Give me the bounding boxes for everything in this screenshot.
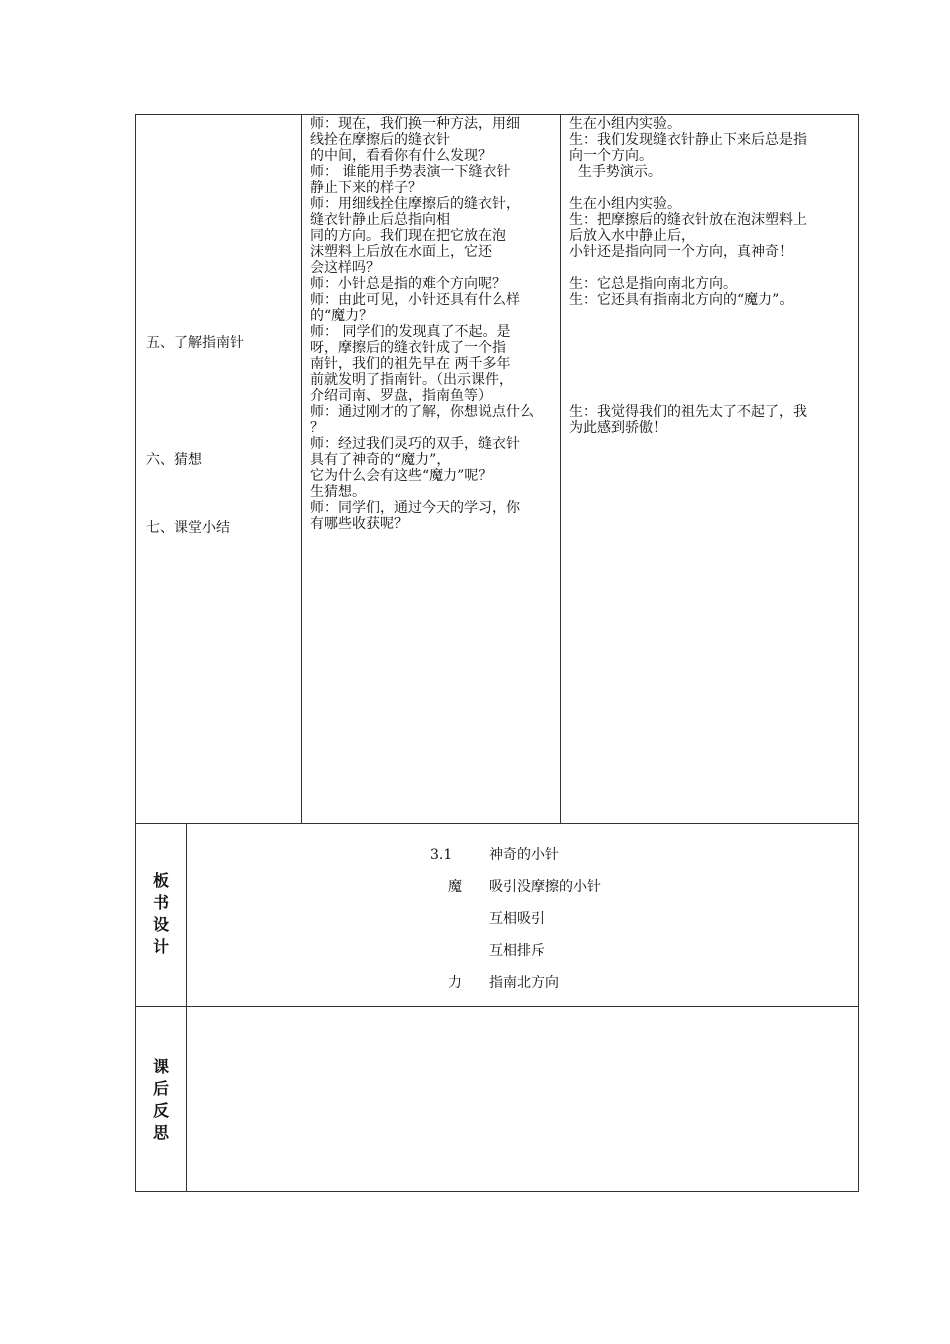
label-char: 书: [152, 893, 169, 912]
teacher-line: 有哪些收获呢？: [310, 516, 408, 532]
student-line: [569, 340, 807, 356]
teacher-line: 前就发明了指南针。（出示课件，: [310, 372, 513, 388]
teacher-activity-column: [310, 116, 534, 532]
student-line: 生：它总是指向南北方向。: [569, 276, 737, 292]
student-line: [569, 372, 807, 388]
reflection-label-text: [136, 1056, 186, 1144]
teacher-line: 会这样吗？: [310, 260, 380, 276]
student-line: 生：把摩擦后的缝衣针放在泡沫塑料上: [569, 212, 807, 228]
student-line: [569, 388, 807, 404]
student-line: 为此感到骄傲！: [569, 420, 667, 436]
teacher-line: 师：同学们，通过今天的学习，你: [310, 500, 520, 516]
label-char: 思: [152, 1123, 169, 1142]
teacher-line: 的中间，看看你有什么发现？: [310, 148, 492, 164]
board-item: 吸引没摩擦的小针: [489, 879, 601, 895]
board-item: 互相吸引: [489, 911, 545, 927]
teacher-line: 介绍司南、罗盘，指南鱼等）: [310, 388, 492, 404]
teacher-line: 它为什么会有这些“魔力”呢？: [310, 468, 493, 484]
student-line: [569, 180, 807, 196]
board-title: 神奇的小针: [489, 847, 559, 863]
reflection-label: [136, 1056, 186, 1144]
teacher-line: 的“魔力？: [310, 308, 374, 324]
teacher-line: ？: [310, 420, 324, 436]
stage-title: 六、猜想: [146, 452, 202, 468]
label-column-divider: [186, 823, 187, 1192]
label-char: 设: [152, 915, 169, 934]
label-char: 后: [152, 1079, 169, 1098]
teacher-line: 师： 同学们的发现真了不起。是: [310, 324, 511, 340]
teacher-line: 师：现在，我们换一种方法，用细: [310, 116, 520, 132]
label-char: 板: [152, 871, 169, 890]
student-line: [569, 356, 807, 372]
teacher-line: 师：通过刚才的了解，你想说点什么: [310, 404, 534, 420]
student-line: [569, 260, 807, 276]
teacher-line: 线拴在摩擦后的缝衣针: [310, 132, 450, 148]
board-left-char: 魔: [448, 879, 462, 895]
student-line: 后放入水中静止后，: [569, 228, 695, 244]
teacher-line: 师： 谁能用手势表演一下缝衣针: [310, 164, 511, 180]
board-item: 互相排斥: [489, 943, 545, 959]
student-line: 生：我们发现缝衣针静止下来后总是指: [569, 132, 807, 148]
board-number: 3.1: [430, 847, 453, 863]
student-line: 生：它还具有指南北方向的“魔力”。: [569, 292, 794, 308]
teacher-line: 静止下来的样子？: [310, 180, 422, 196]
label-char: 反: [152, 1101, 169, 1120]
label-char: 课: [152, 1057, 169, 1076]
teacher-line: 师：经过我们灵巧的双手，缝衣针: [310, 436, 520, 452]
teacher-line: 呀，摩擦后的缝衣针成了一个指: [310, 340, 506, 356]
teacher-line: 缝衣针静止后总指向相: [310, 212, 450, 228]
teacher-line: 同的方向。我们现在把它放在泡: [310, 228, 506, 244]
teacher-line: 沫塑料上后放在水面上，它还: [310, 244, 492, 260]
row-divider-reflection: [135, 1006, 859, 1007]
board-design-label-text: [136, 870, 186, 958]
student-line: 生在小组内实验。: [569, 116, 681, 132]
teacher-line: 师：小针总是指的难个方向呢？: [310, 276, 506, 292]
teacher-line: 师：由此可见，小针还具有什么样: [310, 292, 520, 308]
student-line: [569, 324, 807, 340]
column-divider-1: [301, 114, 302, 823]
teacher-line: 师：用细线拴住摩擦后的缝衣针，: [310, 196, 520, 212]
label-char: 计: [152, 937, 169, 956]
stage-title: 五、了解指南针: [146, 335, 244, 351]
student-line: 生：我觉得我们的祖先太了不起了，我: [569, 404, 807, 420]
student-line: 向一个方向。: [569, 148, 653, 164]
student-line: 生在小组内实验。: [569, 196, 681, 212]
row-divider-board: [135, 823, 859, 824]
teacher-line: 南针，我们的祖先早在 两千多年: [310, 356, 511, 372]
stage-title: 七、课堂小结: [146, 520, 230, 536]
student-activity-column: [569, 116, 807, 436]
teacher-line: 生猜想。: [310, 484, 366, 500]
board-left-char: 力: [448, 975, 462, 991]
board-design-label: [136, 870, 186, 958]
column-divider-2: [560, 114, 561, 823]
teacher-line: 具有了神奇的“魔力”，: [310, 452, 451, 468]
student-line: 小针还是指向同一个方向，真神奇！: [569, 244, 793, 260]
student-line: 生手势演示。: [569, 164, 662, 180]
student-line: [569, 308, 807, 324]
board-item: 指南北方向: [489, 975, 559, 991]
